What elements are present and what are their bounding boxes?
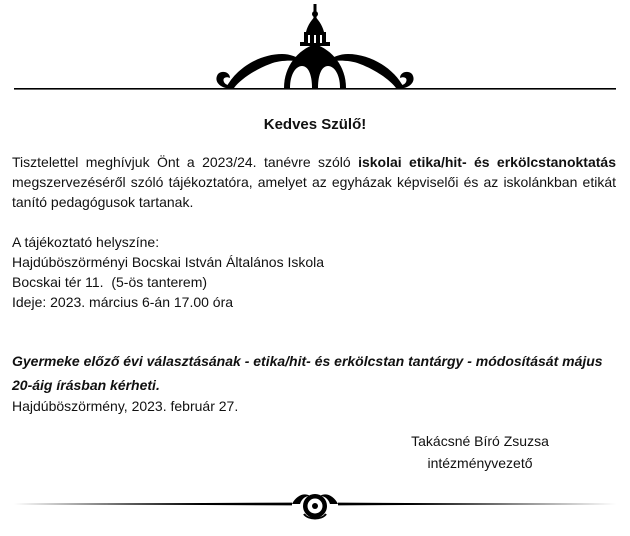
signature-name: Takácsné Bíró Zsuzsa [411,433,549,449]
intro-text-2: megszervezéséről szóló tájékoztatóra, amelyet az egyházak képviselői és az iskolánkban etikát tanító pedagógusok tartanak. [12,174,616,210]
bottom-ornament [14,488,616,524]
intro-paragraph [12,152,616,212]
venue-address: Bocskai tér 11. (5-ös tanterem) [12,274,208,290]
greeting-heading: Kedves Szülő! [263,116,367,133]
venue-time: Ideje: 2023. március 6-án 17.00 óra [12,294,234,310]
intro-bold-subject: iskolai etika/hit- és erkölcstanoktatás [358,154,616,170]
intro-text-1: Tisztelettel meghívjuk Önt a 2023/24. tanévre szóló [12,154,359,170]
top-ornament [14,2,616,96]
signature-block [380,430,580,474]
notice-paragraph: Gyermeke előző évi választásának - etika/hit- és erkölcstan tantárgy - módosítását május 20-áig írásban kérheti. [12,353,603,393]
venue-label: A tájékoztató helyszíne: [12,234,160,250]
venue-school: Hajdúböszörményi Bocskai István Általános Iskola [12,254,325,270]
signature-title: intézményvezető [427,455,533,471]
place-date: Hajdúböszörmény, 2023. február 27. [12,398,239,414]
venue-block [12,232,616,312]
